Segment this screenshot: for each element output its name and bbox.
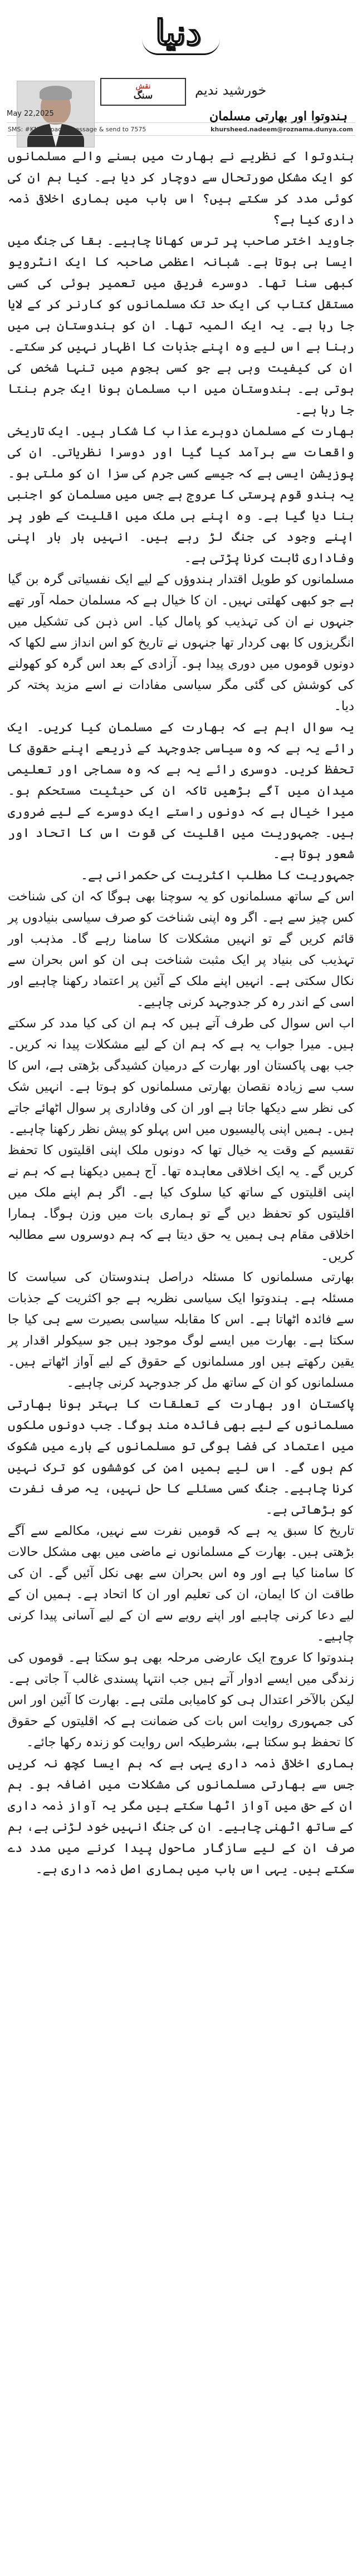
masthead-swirl: [142, 39, 220, 55]
newspaper-masthead-logo: [120, 4, 237, 60]
article-paragraph: ہندوتوا کا عروج ایک عارضی مرحلہ بھی ہو سکتا ہے۔ قوموں کی زندگی میں ایسے ادوار آتے ہیں جب انتہا پسندی غالب آ جاتی ہے۔ لیکن بالآخر اعتدال ہی کو کامیابی ملتی ہے۔ بھارت کا آئین اور اس کی جمہوری روایت اس بات کی ضمانت ہے کہ اقلیتوں کے حقوق کا تحفظ ہو سکتا ہے، بشرطیکہ اس روایت کو زندہ رکھا جائے۔: [8, 1651, 354, 1750]
author-email-link[interactable]: khursheed.nadeem@roznama.dunya.com: [211, 125, 353, 133]
contact-bar: [7, 122, 355, 136]
column-name-logo: [100, 78, 186, 106]
article-paragraph: جاوید اختر صاحب پر ترس کھانا چاہیے۔ بقا کی جنگ میں ایسا ہی ہوتا ہے۔ شبانہ اعظمی صاحبہ کا ایک انٹرویو کبھی سنا تھا۔ دوسرے فریق میں تعمیر ہوئی کی کسی مستقل کتاب کی ایک حد تک مسلمانوں کو کارنر کر کے لایا جا رہا ہے۔ یہ ایک المیہ تھا۔ ان کو ہندوستان ہی میں رہنا ہے اس لیے وہ اپنے جذبات کا اظہار نہیں کر سکتے۔ ان کی کیفیت وہی ہے جو کسی ہجوم میں تنہا شخص کی ہوتی ہے۔ ہندوستان میں اب مسلمان ہونا ایک جرم بنتا جا رہا ہے۔: [8, 234, 354, 417]
article-paragraph: اس کے ساتھ مسلمانوں کو یہ سوچنا بھی ہوگا کہ ان کی شناخت کس چیز سے ہے۔ اگر وہ اپنی شناخت کو صرف سیاسی بنیادوں پر قائم کریں گے تو انہیں مشکلات کا سامنا رہے گا۔ مذہب اور تہذیب کی بنیاد پر ایک مثبت شناخت ہی ان کو اس بحران سے نکال سکتی ہے۔ انہیں اپنے ملک کے آئین پر اعتماد رکھنا چاہیے اور اسی کے اندر رہ کر جدوجہد کرنی چاہیے۔: [8, 889, 354, 1009]
article-paragraph: اب اس سوال کی طرف آتے ہیں کہ ہم ان کی کیا مدد کر سکتے ہیں۔ میرا جواب یہ ہے کہ ہم ان کے لیے مشکلات پیدا نہ کریں۔ جب بھی پاکستان اور بھارت کے درمیان کشیدگی بڑھتی ہے، اس کا سب سے زیادہ نقصان بھارتی مسلمانوں کو ہوتا ہے۔ انہیں شک کی نظر سے دیکھا جاتا ہے اور ان کی وفاداری پر سوال اٹھائے جاتے ہیں۔ ہمیں اپنی پالیسیوں میں اس پہلو کو پیش نظر رکھنا چاہیے۔: [8, 1016, 354, 1136]
article-paragraph: بھارتی مسلمانوں کا مسئلہ دراصل ہندوستان کی سیاست کا مسئلہ ہے۔ ہندوتوا ایک سیاسی نظریہ ہے جو اکثریت کے جذبات سے فائدہ اٹھاتا ہے۔ اس کا مقابلہ سیاسی بصیرت سے ہی کیا جا سکتا ہے۔ بھارت میں ایسے لوگ موجود ہیں جو سیکولر اقدار پر یقین رکھتے ہیں اور مسلمانوں کے حقوق کے لیے آواز اٹھاتے ہیں۔ مسلمانوں کو ان کے ساتھ مل کر جدوجہد کرنی چاہیے۔: [8, 1270, 354, 1390]
publish-date: May 22,2025: [7, 110, 54, 118]
article-body: [8, 146, 354, 1880]
article-paragraph: ہندوتوا کے نظریے نے بھارت میں بسنے والے مسلمانوں کو ایک مشکل صورتحال سے دوچار کر دیا ہے۔ کیا ہم ان کی کوئی مدد کر سکتے ہیں؟ اس باب میں ہماری اخلاقی ذمہ داری کیا ہے؟: [8, 149, 354, 227]
article-paragraph: پاکستان اور بھارت کے تعلقات کا بہتر ہونا بھارتی مسلمانوں کے لیے بھی فائدہ مند ہوگا۔ جب دونوں ملکوں میں اعتماد کی فضا ہوگی تو مسلمانوں کے بارے میں شکوک کم ہوں گے۔ اس لیے ہمیں امن کی کوششوں کو ترک نہیں کرنا چاہیے۔ جنگ کسی مسئلے کا حل نہیں، یہ صرف نفرت کو بڑھاتی ہے۔: [8, 1397, 354, 1517]
sms-info: SMS: #KNC (space) message & send to 7575: [8, 125, 146, 133]
article-paragraph: بھارت کے مسلمان دوہرے عذاب کا شکار ہیں۔ ایک تاریخی واقعات سے برآمد کیا گیا اور دوسرا نظریاتی۔ ان کی پوزیشن ایسی ہے کہ جیسے کسی جرم کی سزا ان کو ملتی ہو۔ یہ ہندو قوم پرستی کا عروج ہے جس میں مسلمان کو اجنبی بنا دیا گیا ہے۔ وہ اپنے ہی ملک میں اقلیت کے طور پر اپنے وجود کی جنگ لڑ رہے ہیں۔ انہیں بار بار اپنی وفاداری ثابت کرنا پڑتی ہے۔: [8, 424, 354, 565]
masthead-title: دنیا: [155, 12, 202, 53]
article-paragraph: مسلمانوں کو طویل اقتدار ہندوؤں کے لیے ایک نفسیاتی گرہ بن گیا ہے جو کبھی کھلتی نہیں۔ ان کا خیال ہے کہ مسلمان حملہ آور تھے جنہوں نے ان کی تہذیب کو پامال کیا۔ اس ذہن کی تشکیل میں انگریزوں کا بھی کردار تھا جنہوں نے تاریخ کو اس انداز سے لکھا کہ دونوں قوموں میں دوری پیدا ہو۔ آزادی کے بعد اس گرہ کو کھولنے کی کوشش کی گئی مگر سیاسی مفادات نے اسے مزید پختہ کر دیا۔: [8, 572, 354, 713]
article-paragraph: یہ سوال اہم ہے کہ بھارت کے مسلمان کیا کریں۔ ایک رائے یہ ہے کہ وہ سیاسی جدوجہد کے ذریعے اپنے حقوق کا تحفظ کریں۔ دوسری رائے یہ ہے کہ وہ سماجی اور تعلیمی میدان میں آگے بڑھیں تاکہ ان کی حیثیت مستحکم ہو۔ میرا خیال ہے کہ دونوں راستے ایک دوسرے کے لیے ضروری ہیں۔ جمہوریت میں اقلیت کی قوت اس کا اتحاد اور شعور ہوتا ہے۔: [8, 720, 354, 861]
article-paragraph: جمہوریت کا مطلب اکثریت کی حکمرانی ہے۔: [80, 868, 354, 883]
article-paragraph: تقسیم کے وقت یہ خیال تھا کہ دونوں ملک اپنی اقلیتوں کا تحفظ کریں گے۔ یہ ایک اخلاقی معاہدہ تھا۔ آج ہمیں دیکھنا ہے کہ ہم نے اپنی اقلیتوں کے ساتھ کیا سلوک کیا ہے۔ اگر ہم اپنے ملک میں اقلیتوں کو تحفظ دیں گے تو ہماری بات میں وزن ہوگا۔ ہمارا اخلاقی مقام ہی ہمیں یہ حق دیتا ہے کہ ہم دوسروں سے مطالبہ کریں۔: [8, 1143, 354, 1263]
article-paragraph: ہماری اخلاقی ذمہ داری یہی ہے کہ ہم ایسا کچھ نہ کریں جس سے بھارتی مسلمانوں کی مشکلات میں اضافہ ہو۔ ہم ان کے حق میں آواز اٹھا سکتے ہیں مگر یہ آواز ذمہ داری کے ساتھ اٹھنی چاہیے۔ ان کی جنگ انہیں خود لڑنی ہے، ہم صرف ان کے لیے سازگار ماحول پیدا کرنے میں مدد دے سکتے ہیں۔ یہی اس باب میں ہماری اصل ذمہ داری ہے۔: [8, 1756, 354, 1876]
column-logo-line1: نقش: [135, 82, 151, 91]
article-paragraph: تاریخ کا سبق یہ ہے کہ قومیں نفرت سے نہیں، مکالمے سے آگے بڑھتی ہیں۔ بھارت کے مسلمانوں نے ماضی میں بھی مشکل حالات کا سامنا کیا ہے اور وہ اس بحران سے بھی نکل آئیں گے۔ ان کی طاقت ان کا ایمان، ان کی تعلیم اور ان کا اتحاد ہے۔ ہمیں ان کے لیے دعا کرنی چاہیے اور اپنے رویے سے ان کے لیے آسانی پیدا کرنی چاہیے۔: [8, 1524, 354, 1644]
column-logo-line2: سنگ: [133, 90, 153, 101]
article-headline: ہندوتوا اور بھارتی مسلمان: [209, 109, 348, 124]
author-photo-hair: [40, 86, 72, 100]
author-name: خورشید ندیم: [195, 82, 267, 98]
column-header: [0, 0, 362, 139]
